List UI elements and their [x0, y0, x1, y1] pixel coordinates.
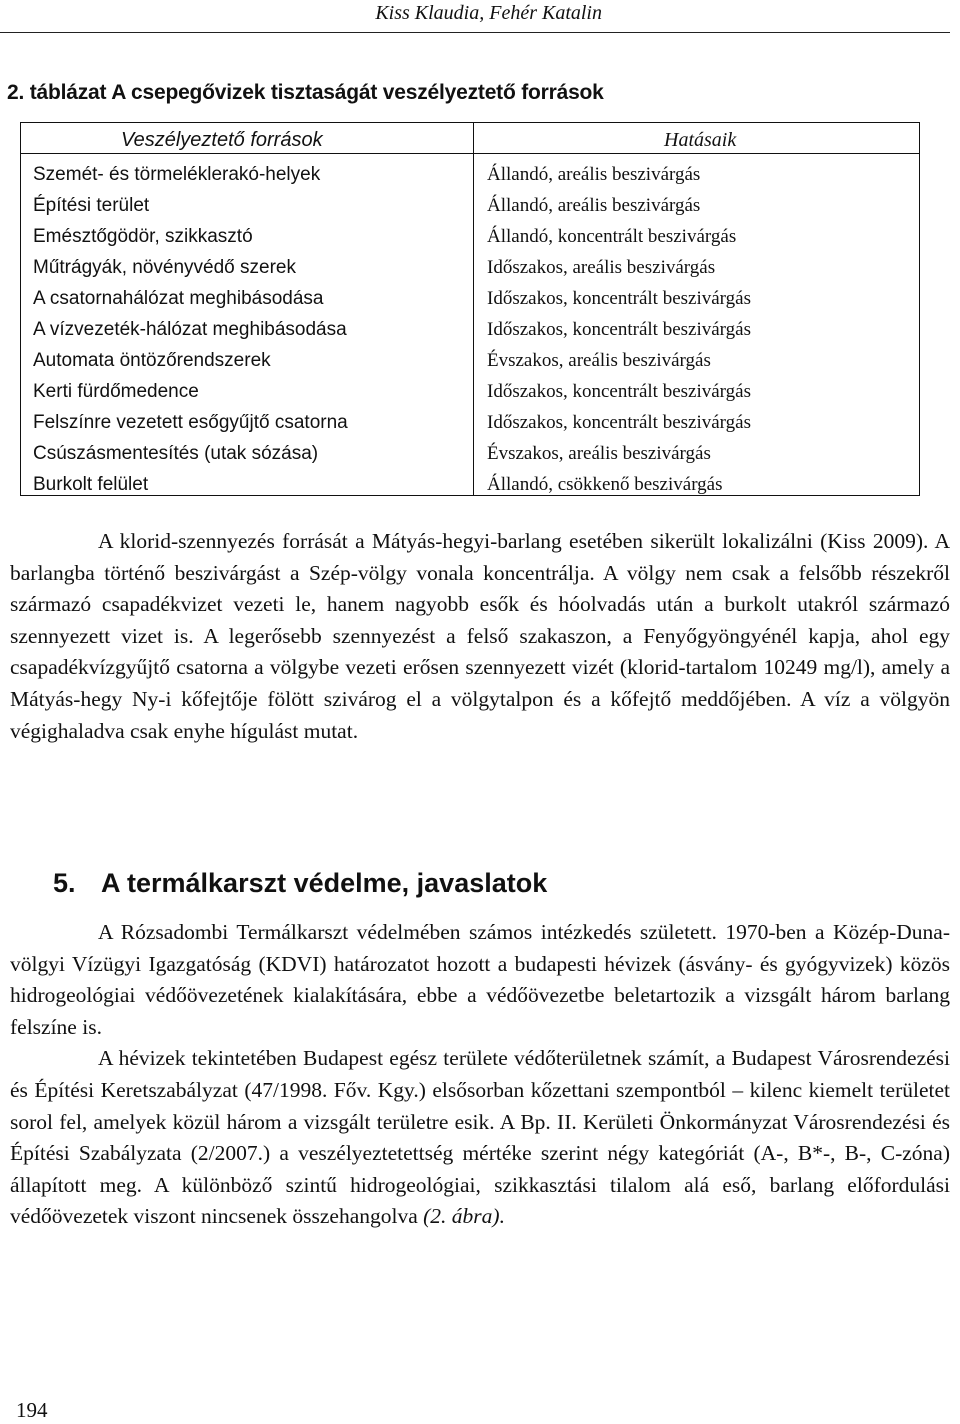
column-divider [473, 123, 474, 495]
table-cell-effect: Időszakos, areális beszivárgás [487, 257, 716, 278]
table-cell-source: Építési terület [33, 195, 150, 216]
header-rule-line [21, 153, 919, 154]
paragraphs-thermal-karst [10, 917, 950, 1233]
running-header-authors: Kiss Klaudia, Fehér Katalin [375, 2, 602, 24]
section-heading [53, 868, 547, 899]
paragraph-body: A hévizek tekintetében Budapest egész területe védőterületnek számít, a Budapest Városrendezési és Építési Keretszabályzat (47/1998. Főv. Kgy.) elsősorban kőzettani szempontból – kilenc kiemelt területet sorol fel, amelyek közül három a vizsgált területre esik. A Bp. II. Kerületi Önkormányzat Városrendezési és Építési Szabályzata (2/2007.) a veszélyeztetettség mértéke szerint négy kategóriát (A-, B*-, B-, C-zóna) állapított meg. A különböző szintű hidrogeológiai, szikkasztási tilalom alá eső, barlang előfordulási védőövezetek viszont nincsenek összehangolva [10, 1046, 950, 1229]
table-cell-source: Műtrágyák, növényvédő szerek [33, 257, 296, 278]
table-cell-source: Kerti fürdőmedence [33, 381, 199, 402]
header-rule [0, 32, 950, 33]
section-number: 5. [53, 868, 76, 898]
table-cell-source: Emésztőgödör, szikkasztó [33, 226, 253, 247]
page-number: 194 [16, 1398, 48, 1422]
table-cell-effect: Időszakos, koncentrált beszivárgás [487, 412, 751, 433]
table-caption: 2. táblázat A csepegővizek tisztaságát veszélyeztető források [7, 81, 604, 104]
figure-reference: (2. ábra). [423, 1204, 505, 1229]
table-cell-source: A vízvezeték-hálózat meghibásodása [33, 319, 347, 340]
table-cell-source: Automata öntözőrendszerek [33, 350, 271, 371]
section-title: A termálkarszt védelme, javaslatok [101, 868, 548, 898]
table-cell-effect: Időszakos, koncentrált beszivárgás [487, 319, 751, 340]
table-cell-effect: Időszakos, koncentrált beszivárgás [487, 381, 751, 402]
effects-column [487, 159, 751, 500]
paragraph-text: A klorid-szennyezés forrását a Mátyás-hegyi-barlang esetében sikerült lokalizálni (Kiss 2009). A barlangba történő beszivárgást a Szép-völgy vonala koncentrálja. A völgy nem csak a felsőbb részekről származó csapadékvizet vezeti le, hanem nagyobb esők és hóolvadás után a burkolt utakról származó szennyezett vizet is. A legerősebb szennyezést a felső szakaszon, a Fenyőgyöngyénél kapja, ahol egy csapadékvízgyűjtő csatorna a völgybe vezeti erősen szennyezett vizét (klorid-tartalom 10249 mg/l), amely a Mátyás-hegy Ny-i kőfejtője fölött szivárog el a völgytalpon és a kőfejtő meddőjében. A víz a völgyön végighaladva csak enyhe hígulást mutat. [10, 529, 950, 743]
paragraph-chloride-pollution [10, 526, 950, 747]
paragraph-text [10, 1043, 950, 1233]
table-cell-source: Csúszásmentesítés (utak sózása) [33, 443, 319, 464]
table-cell-effect: Évszakos, areális beszivárgás [487, 443, 711, 464]
table-cell-source: Burkolt felület [33, 474, 149, 495]
table-cell-effect: Évszakos, areális beszivárgás [487, 350, 711, 371]
paragraph-text: A Rózsadombi Termálkarszt védelmében számos intézkedés született. 1970-ben a Közép-Duna-völgyi Vízügyi Igazgatóság (KDVI) határozatot hozott a budapesti hévizek (ásvány- és gyógyvizek) közös hidrogeológiai védőövezetének kialakítására, ebbe a védőövezetbe beletartozik a vizsgált három barlang felszíne is. [10, 920, 950, 1039]
table-cell-source: A csatornahálózat meghibásodása [33, 288, 324, 309]
sources-column [33, 159, 348, 500]
table-cell-effect: Állandó, koncentrált beszivárgás [487, 226, 737, 247]
table-cell-source: Felszínre vezetett esőgyűjtő csatorna [33, 412, 348, 433]
column-header-effects: Hatásaik [664, 129, 737, 151]
table-cell-effect: Időszakos, koncentrált beszivárgás [487, 288, 751, 309]
column-header-sources: Veszélyeztető források [121, 129, 323, 151]
sources-table [20, 122, 920, 496]
table-cell-effect: Állandó, areális beszivárgás [487, 195, 701, 216]
table-cell-effect: Állandó, csökkenő beszivárgás [487, 474, 723, 495]
table-cell-source: Szemét- és törmeléklerakó-helyek [33, 164, 321, 185]
table-cell-effect: Állandó, areális beszivárgás [487, 164, 701, 185]
